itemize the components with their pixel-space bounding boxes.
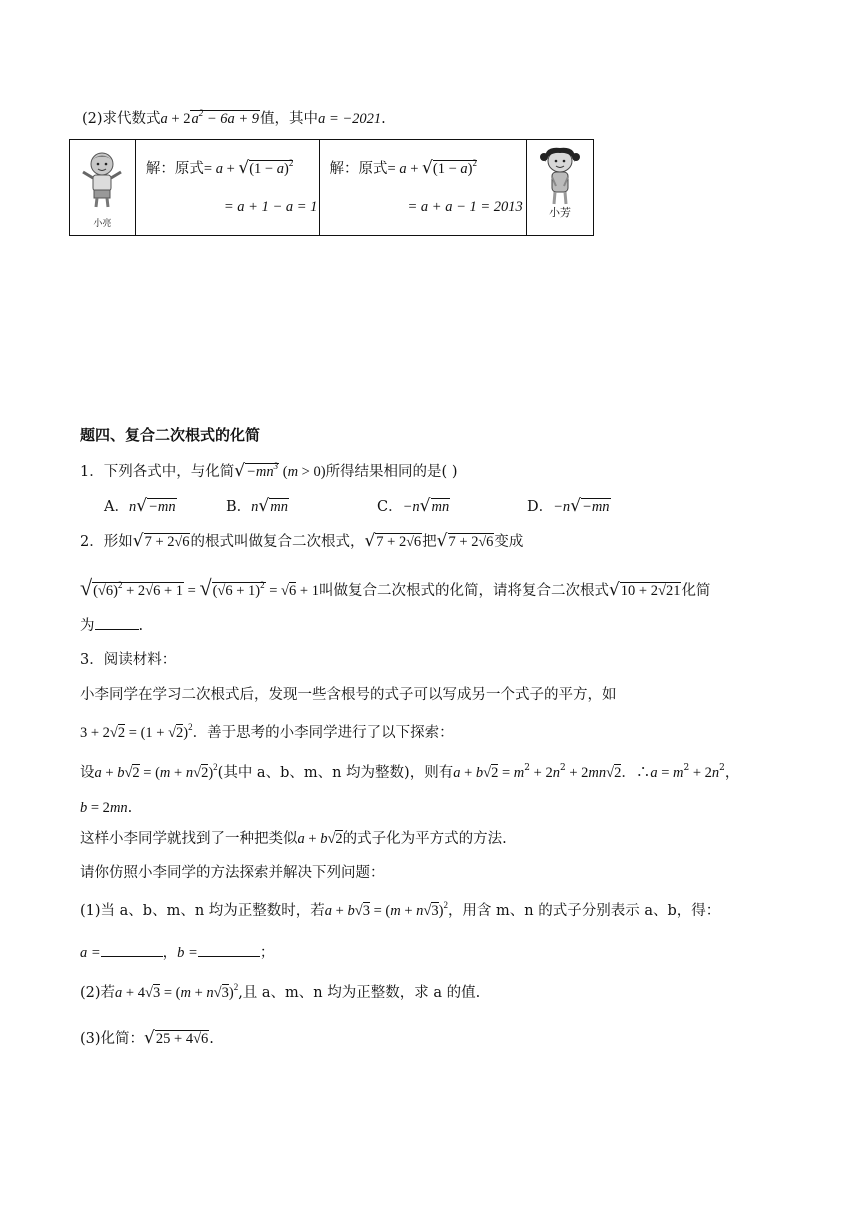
p1-radical: $-mn^3$ — [246, 461, 279, 480]
right-solution-cell — [319, 140, 527, 236]
right-kid-cell — [527, 140, 594, 236]
answer-a-blank[interactable] — [101, 944, 163, 957]
option-b[interactable]: B．n√mn — [226, 496, 288, 516]
solution-comparison-table — [69, 139, 594, 236]
q2-mid: 值，其中 — [260, 111, 319, 127]
problem-1-stem: 1．下列各式中，与化简$√-mn^3$ (m > 0)所得结果相同的是( ) — [80, 461, 458, 481]
question-2-line: (2)求代数式$a + 2a^2 - 6a + 9$值，其中a = −2021. — [82, 108, 386, 127]
p3-line-3: 设$a + b√2 = (m + n√2)^2$(其中 a、b、m、n 均为整数)，则有$a + b√2 = m^2 + 2n^2 + 2mn√2$．∴a = $m^2 + 2n^2$， — [80, 762, 740, 781]
right-solution-line-2: = a + a − 1 = 2013 — [407, 199, 523, 215]
p2-answer-blank[interactable] — [95, 617, 139, 630]
p3-line-4: b = 2mn. — [80, 800, 133, 816]
section-title: 题四、复合二次根式的化简 — [80, 426, 261, 444]
p3-line-2: $3 + 2√2 = (1 + √2)^2$．善于思考的小李同学进行了以下探索： — [80, 722, 454, 741]
answer-b-blank[interactable] — [198, 944, 260, 957]
p3-line-5: 这样小李同学就找到了一种把类似a + b√2的式子化为平方式的方法. — [80, 831, 507, 847]
left-solution-cell — [135, 140, 319, 236]
p3-sub-1: (1)当 a、b、m、n 均为正整数时，若$a + b√3 = (m + n√3)^2$，用含 m、n 的式子分别表示 a、b，得： — [80, 900, 721, 919]
q2-expression: a — [160, 111, 168, 127]
q2-end: . — [381, 111, 386, 127]
option-d[interactable]: D．−n√−mn — [527, 496, 610, 516]
p3-line-6: 请你仿照小李同学的方法探索并解决下列问题： — [80, 865, 385, 881]
q2-condition: a = −2021 — [318, 111, 382, 127]
right-solution-line-1: 解：原式= $a + √(1 - a)^2$ — [329, 158, 477, 178]
problem-2-line-3: 为 . — [80, 618, 144, 634]
left-solution-line-1: 解：原式= $a + √(1 - a)^2$ — [145, 158, 294, 178]
option-a[interactable]: A．n√−mn — [104, 496, 176, 516]
q2-radical: $a^2 - 6a + 9$ — [191, 108, 260, 127]
q2-prefix: (2)求代数式 — [82, 111, 161, 127]
p3-sub-2: (2)若$a + 4√3 = (m + n√3)^2$,且 a、m、n 均为正整数，求 a 的值. — [80, 982, 481, 1001]
left-solution-line-2: = a + 1 − a = 1 — [223, 199, 318, 215]
problem-3-title: 3．阅读材料： — [80, 652, 177, 668]
option-c[interactable]: C．−n√mn — [377, 496, 450, 516]
p3-sub-3: (3)化简：√25 + 4√6. — [80, 1028, 214, 1048]
left-kid-cell — [70, 140, 136, 236]
p3-sub-1-answers: a = ，b = ； — [80, 945, 275, 961]
left-kid-name: 小亮 — [93, 219, 112, 229]
problem-2-line-2: $√(√6)^2 + 2√6 + 1 = √(√6 + 1)^2 = √6 + 1$叫做复合二次根式的化简，请将复合二次根式√10 + 2√21化简 — [80, 575, 711, 600]
boy-avatar-icon — [78, 150, 126, 210]
girl-avatar-icon — [535, 146, 585, 208]
p3-line-1: 小李同学在学习二次根式后，发现一些含根号的式子可以写成另一个式子的平方，如 — [80, 687, 617, 703]
right-kid-name: 小芳 — [549, 206, 572, 219]
problem-2-line-1: 2．形如√7 + 2√6的根式叫做复合二次根式，√7 + 2√6把√7 + 2√6变成 — [80, 531, 524, 551]
